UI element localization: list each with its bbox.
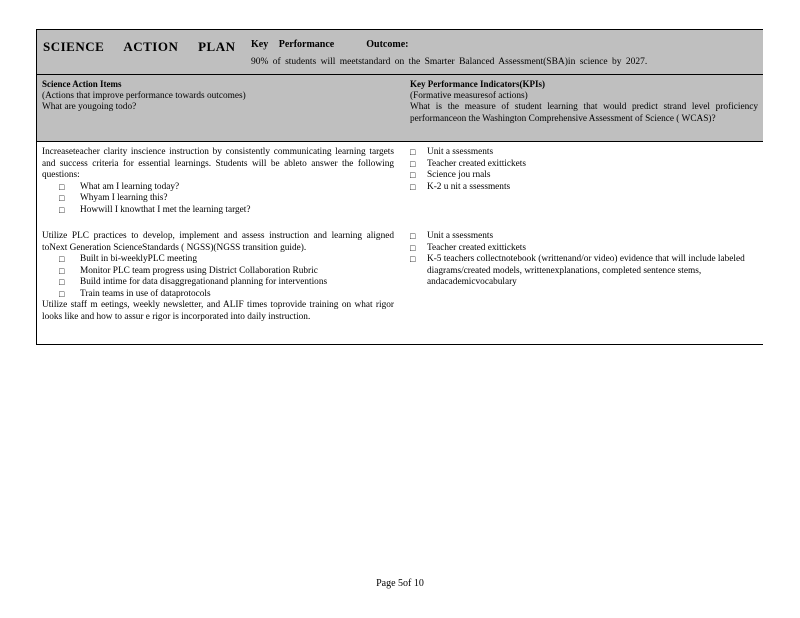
checkbox-bullet-icon: □: [59, 193, 65, 203]
checkbox-bullet-icon: □: [410, 147, 416, 157]
list-item: □ Monitor PLC team progress using District Collaboration Rubric: [59, 265, 318, 276]
list-item: □ K-5 teachers collectnotebook (writtenand/or video) evidence that will include labeled diagrams/created models, writtenexplanations, completed sentence stems, andacademicvocabulary: [410, 254, 745, 287]
right-header-line1: (Formative measuresof actions): [410, 90, 528, 101]
kpo-outcome-text: 90% of students will meetstandard on the Smarter Balanced Assessment(SBA)in science by 2027.: [251, 57, 648, 67]
left-header-line2: What are yougoing todo?: [42, 102, 137, 112]
row2-left-paragraph: Utilize PLC practices to develop, implement and assess instruction and learning aligned toNext Generation ScienceStandards ( NGSS)(NGSS transition guide).: [42, 231, 394, 253]
checkbox-bullet-icon: □: [410, 170, 416, 180]
column-headers: [37, 75, 763, 142]
kpo-outcome-label: Outcome:: [366, 39, 409, 50]
kpo-label-text: Key Performance: [251, 39, 335, 50]
list-item: □ Teacher created exittickets: [410, 242, 526, 253]
checkbox-bullet-icon: □: [59, 181, 65, 192]
row1-left-cell: [42, 147, 394, 216]
row2-right-cell: [410, 231, 758, 289]
checkbox-bullet-icon: □: [410, 242, 416, 253]
row1-right-bullets: [410, 147, 758, 193]
header-band: [37, 30, 763, 75]
list-item: □ Built in bi-weeklyPLC meeting: [59, 254, 197, 264]
kpo-label: [251, 39, 408, 50]
list-item: □ Train teams in use of dataprotocols: [59, 288, 211, 299]
list-item: □ Howwill I knowthat I met the learning target?: [59, 204, 251, 215]
list-item: □ Build intime for data disaggregationand planning for interventions: [59, 277, 328, 287]
checkbox-bullet-icon: □: [59, 277, 65, 287]
checkbox-bullet-icon: □: [59, 265, 65, 276]
row1-left-bullets: [42, 182, 394, 217]
checkbox-bullet-icon: □: [59, 288, 65, 299]
checkbox-bullet-icon: □: [59, 254, 65, 264]
list-item: □ Science jou rnals: [410, 170, 491, 180]
list-item: □ Unit a ssessments: [410, 231, 494, 241]
checkbox-bullet-icon: □: [410, 158, 416, 169]
right-header-title: Key Performance Indicators(KPIs): [410, 79, 545, 89]
left-column-header: [42, 79, 394, 114]
row2-left-bullets: [42, 254, 394, 300]
checkbox-bullet-icon: □: [410, 231, 416, 241]
left-header-title: Science Action Items: [42, 79, 122, 89]
list-item: □ Unit a ssessments: [410, 147, 494, 157]
action-plan-table: [36, 29, 763, 345]
row2-right-bullets: [410, 231, 758, 289]
list-item: □ Teacher created exittickets: [410, 158, 526, 169]
list-item: □ What am I learning today?: [59, 181, 180, 192]
row1-left-paragraph: Increaseteacher clarity inscience instruction by consistently communicating learning targets and success criteria for essential learnings. Students will be ableto answer the following questions:: [42, 147, 394, 180]
checkbox-bullet-icon: □: [410, 254, 416, 264]
list-item: □ Whyam I learning this?: [59, 193, 168, 203]
checkbox-bullet-icon: □: [410, 181, 416, 192]
plan-title: SCIENCE ACTION PLAN: [43, 39, 236, 54]
row2-left-cell: [42, 231, 394, 323]
list-item: □ K-2 u nit a ssessments: [410, 181, 511, 192]
page-number: Page 5of 10: [376, 578, 424, 589]
row2-left-paragraph2: Utilize staff m eetings, weekly newsletter, and ALIF times toprovide training on what rigor looks like and how to assur e rigor is incorporated into daily instruction.: [42, 300, 394, 322]
left-header-line1: (Actions that improve performance towards outcomes): [42, 90, 246, 101]
row1-right-cell: [410, 147, 758, 193]
checkbox-bullet-icon: □: [59, 204, 65, 215]
right-column-header: [410, 79, 758, 125]
right-header-line2: What is the measure of student learning that would predict strand level proficiency performanceon the Washington Comprehensive Assessment of Science ( WCAS)?: [410, 102, 758, 124]
